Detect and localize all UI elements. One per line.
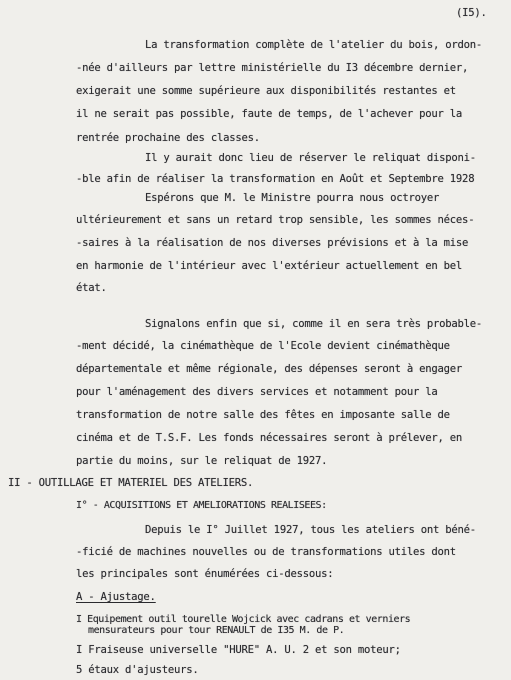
section-heading: II - OUTILLAGE ET MATERIEL DES ATELIERS. xyxy=(8,477,254,489)
list-item-line: I Equipement outil tourelle Wojcick avec cadrans et verniers xyxy=(76,614,411,625)
paragraph-line: Signalons enfin que si, comme il en sera très probable- xyxy=(145,318,483,330)
paragraph-line: pour l'aménagement des divers services et notamment pour la xyxy=(76,386,438,398)
paragraph-line: en harmonie de l'intérieur avec l'extérieur actuellement en bel xyxy=(76,260,463,272)
paragraph-line: partie du moins, sur le reliquat de 1927. xyxy=(76,455,328,467)
page-number: (I5). xyxy=(456,7,487,19)
paragraph-line: Depuis le I° Juillet 1927, tous les ateliers ont béné- xyxy=(145,524,476,536)
paragraph-line: transformation de notre salle des fêtes en imposante salle de xyxy=(76,409,450,421)
paragraph-line: les principales sont énumérées ci-dessous: xyxy=(76,568,334,580)
paragraph-line: rentrée prochaine des classes. xyxy=(76,132,260,144)
paragraph-line: état. xyxy=(76,282,107,294)
paragraph-line: cinéma et de T.S.F. Les fonds nécessaires seront à prélever, en xyxy=(76,432,463,444)
paragraph-line: La transformation complète de l'atelier du bois, ordon- xyxy=(145,39,483,51)
paragraph-line: Il y aurait donc lieu de réserver le reliquat disponi- xyxy=(145,152,476,164)
paragraph-line: Espérons que M. le Ministre pourra nous octroyer xyxy=(145,192,440,204)
paragraph-line: exigerait une somme supérieure aux disponibilités restantes et xyxy=(76,85,456,97)
paragraph-line: -ficié de machines nouvelles ou de transformations utiles dont xyxy=(76,546,456,558)
category-label: A - Ajustage. xyxy=(76,591,156,603)
subsection-heading: I° - ACQUISITIONS ET AMELIORATIONS REALISEES: xyxy=(76,500,327,511)
list-item-line: mensurateurs pour tour RENAULT de I35 M. de P. xyxy=(88,625,345,636)
paragraph-line: départementale et même régionale, des dépenses seront à engager xyxy=(76,363,463,375)
list-item-line: 5 étaux d'ajusteurs. xyxy=(76,664,199,676)
paragraph-line: -ble afin de réaliser la transformation en Août et Septembre 1928 xyxy=(76,173,475,185)
list-item-line: I Fraiseuse universelle "HURE" A. U. 2 et son moteur; xyxy=(76,644,401,656)
paragraph-line: il ne serait pas possible, faute de temps, de l'achever pour la xyxy=(76,108,463,120)
paragraph-line: -née d'ailleurs par lettre ministérielle du I3 décembre dernier, xyxy=(76,62,469,74)
paragraph-line: -saires à la réalisation de nos diverses prévisions et à la mise xyxy=(76,237,469,249)
paragraph-line: -ment décidé, la cinémathèque de l'Ecole devient cinémathèque xyxy=(76,340,450,352)
paragraph-line: ultérieurement et sans un retard trop sensible, les sommes néces- xyxy=(76,214,475,226)
